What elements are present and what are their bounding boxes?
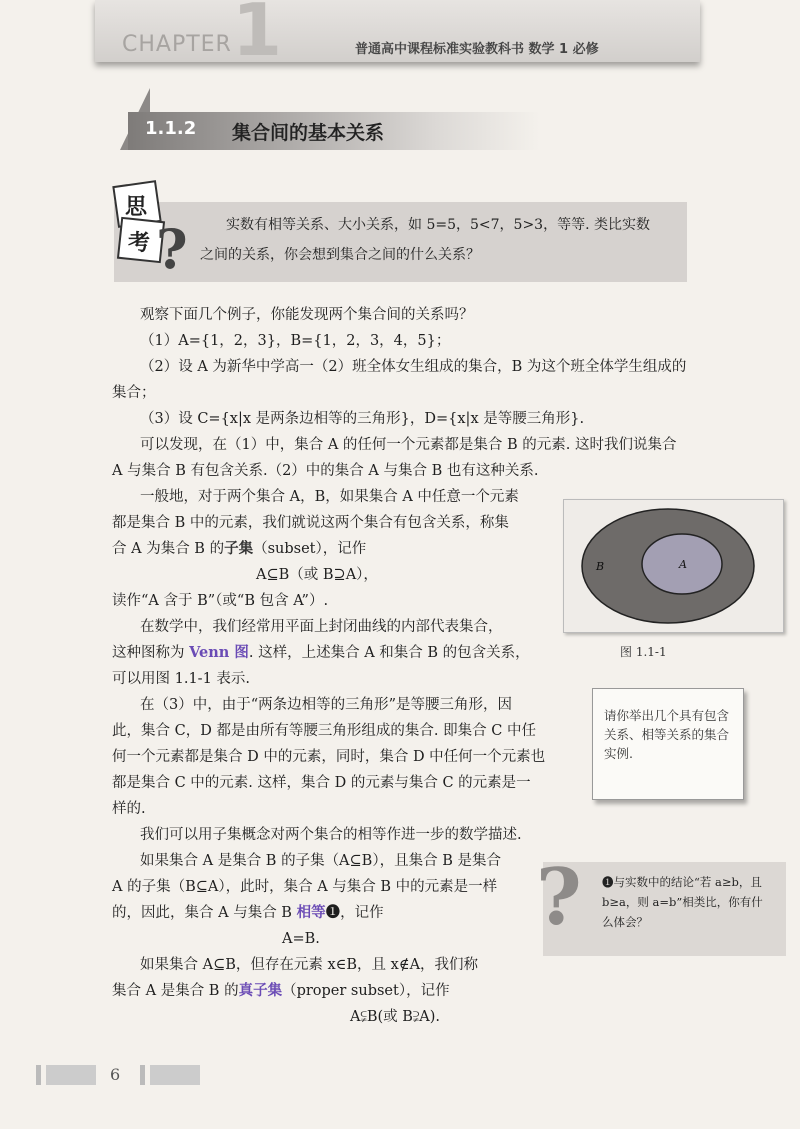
think-line-2: 之间的关系，你会想到集合之间的什么关系？ xyxy=(200,247,480,263)
footer-bar-right xyxy=(140,1065,200,1085)
body-line-1: 观察下面几个例子，你能发现两个集合间的关系吗？ xyxy=(140,307,474,323)
think-char-2: 考 xyxy=(128,230,151,256)
term-proper-subset: 真子集 xyxy=(238,982,283,999)
body-line-12: 读作“A 含于 B”（或“B 包含 A”）. xyxy=(112,593,329,609)
book-title: 普通高中课程标准实验教科书 数学 1 必修 xyxy=(355,42,599,57)
term-equal: 相等 xyxy=(296,904,326,921)
term-venn: Venn 图 xyxy=(189,644,249,661)
body-line-20: 样的. xyxy=(112,801,146,817)
body-line-14-c: . 这样，上述集合 A 和集合 B 的包含关系， xyxy=(248,645,530,661)
section-title: 集合间的基本关系 xyxy=(232,122,385,144)
figure-caption: 图 1.1-1 xyxy=(620,645,667,659)
side-note-text: 请你举出几个具有包含关系、相等关系的集合实例. xyxy=(604,708,730,761)
footer-bar-left xyxy=(36,1065,96,1085)
body-line-4: 集合； xyxy=(112,385,156,401)
body-line-24-c: ❶，记作 xyxy=(325,905,384,921)
think-char-1: 思 xyxy=(125,194,148,220)
body-line-16: 在（3）中，由于“两条边相等的三角形”是等腰三角形，因 xyxy=(140,697,513,713)
venn-label-b: B xyxy=(596,560,605,573)
body-line-27-c: （proper subset），记作 xyxy=(282,983,450,999)
body-line-24-a: 的，因此，集合 A 与集合 B xyxy=(112,905,297,921)
chapter-label: CHAPTER xyxy=(122,32,232,57)
body-line-14-a: 这种图称为 xyxy=(112,645,190,661)
body-line-6: 可以发现，在（1）中，集合 A 的任何一个元素都是集合 B 的元素. 这时我们说集合 xyxy=(140,437,677,453)
body-line-8: 一般地，对于两个集合 A，B，如果集合 A 中任意一个元素 xyxy=(140,489,519,505)
body-line-19: 都是集合 C 中的元素. 这样，集合 D 的元素与集合 C 的元素是一 xyxy=(112,775,531,791)
body-line-27 xyxy=(112,978,450,1004)
venn-label-a: A xyxy=(679,558,687,571)
body-line-15: 可以用图 1.1-1 表示. xyxy=(112,671,251,687)
chapter-digit: 1 xyxy=(232,0,283,72)
body-line-18: 何一个元素都是集合 D 中的元素，同时，集合 D 中任何一个元素也 xyxy=(112,749,546,765)
body-line-13: 在数学中，我们经常用平面上封闭曲线的内部代表集合， xyxy=(140,619,503,635)
body-line-26: 如果集合 A⊆B，但存在元素 x∈B，且 x∉A，我们称 xyxy=(140,957,479,973)
formula-equal: A=B. xyxy=(282,931,320,947)
section-number: 1.1.2 xyxy=(145,118,197,139)
body-line-27-a: 集合 A 是集合 B 的 xyxy=(112,983,239,999)
page-number: 6 xyxy=(110,1065,121,1084)
think-text xyxy=(200,210,680,270)
body-line-24 xyxy=(112,900,384,926)
body-line-3: （2）设 A 为新华中学高一（2）班全体女生组成的集合，B 为这个班全体学生组成的 xyxy=(140,359,687,375)
body-line-5: （3）设 C={x|x 是两条边相等的三角形}，D={x|x 是等腰三角形}. xyxy=(140,411,585,427)
svg-text:?: ? xyxy=(156,217,188,276)
term-subset: 子集 xyxy=(224,540,254,557)
body-line-9: 都是集合 B 中的元素，我们就说这两个集合有包含关系，称集 xyxy=(112,515,509,531)
body-line-2: （1）A={1，2，3}，B={1，2，3，4，5}； xyxy=(140,333,451,349)
body-line-17: 此，集合 C，D 都是由所有等腰三角形组成的集合. 即集合 C 中任 xyxy=(112,723,536,739)
body-line-7: A 与集合 B 有包含关系.（2）中的集合 A 与集合 B 也有这种关系. xyxy=(112,463,539,479)
question-mark-icon: ? xyxy=(536,852,582,943)
body-line-10-a: 合 A 为集合 B 的 xyxy=(112,541,225,557)
venn-diagram xyxy=(563,499,784,633)
body-line-14 xyxy=(112,640,530,666)
body-line-22: 如果集合 A 是集合 B 的子集（A⊆B），且集合 B 是集合 xyxy=(140,853,501,869)
formula-proper-subset: A⫋B(或 B⫌A). xyxy=(350,1009,441,1025)
body-line-10 xyxy=(112,536,366,562)
formula-subset: A⊆B（或 B⊇A）， xyxy=(256,567,378,583)
think-line-1: 实数有相等关系、大小关系，如 5=5，5<7，5>3，等等. 类比实数 xyxy=(226,217,650,233)
think-icon xyxy=(112,180,192,276)
body-line-23: A 的子集（B⊆A），此时，集合 A 与集合 B 中的元素是一样 xyxy=(112,879,498,895)
body-line-21: 我们可以用子集概念对两个集合的相等作进一步的数学描述. xyxy=(140,827,522,843)
question-text: ❶与实数中的结论“若 a≥b，且 b≥a，则 a=b”相类比，你有什么体会？ xyxy=(602,875,763,929)
body-line-10-c: （subset），记作 xyxy=(253,541,367,557)
